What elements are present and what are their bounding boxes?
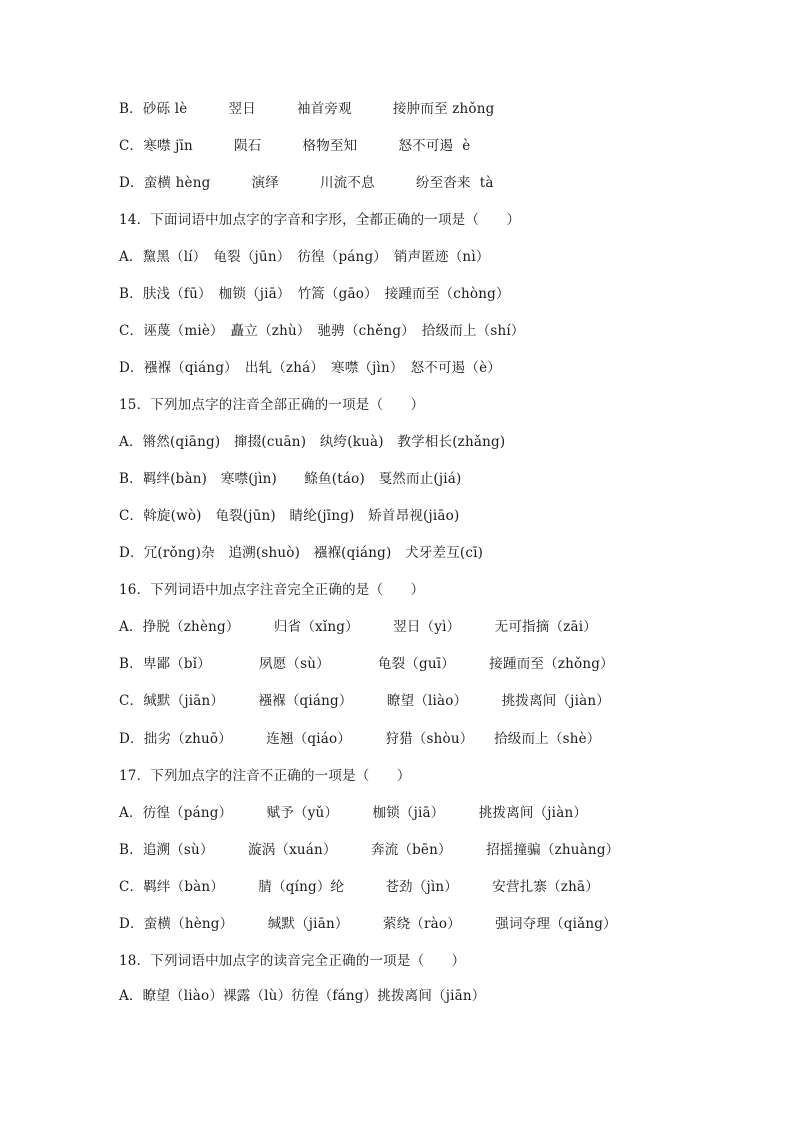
question-15-option-b: B．羁绊(bàn) 寒噤(jìn) 鲦鱼(táo) 戛然而止(jiá) xyxy=(119,471,462,487)
option-d-line: D．蛮横 hèng 演绎 川流不息 纷至沓来 tà xyxy=(119,175,494,191)
question-17-option-d: D．蛮横（hèng） 缄默（jiān） 萦绕（rào） 强词夺理（qiǎng） xyxy=(119,916,617,932)
question-15-option-d: D．冗(rǒng)杂 追溯(shuò) 襁褓(qiáng) 犬牙差互(cī) xyxy=(119,545,484,561)
question-14-option-b: B．肤浅（fū） 枷锁（jiā） 竹篙（gāo） 接踵而至（chòng） xyxy=(119,286,510,302)
question-17-stem: 17．下列加点字的注音不正确的一项是（ ） xyxy=(119,768,411,784)
question-17-option-a: A．彷徨（páng） 赋予（yǔ） 枷锁（jiā） 挑拨离间（jiàn） xyxy=(119,805,588,821)
question-17-option-b: B．追溯（sù） 漩涡（xuán） 奔流（bēn） 招摇撞骗（zhuàng） xyxy=(119,842,620,858)
question-18-stem: 18．下列词语中加点字的读音完全正确的一项是（ ） xyxy=(119,953,466,969)
question-15-option-c: C．斡旋(wò) 龟裂(jūn) 睛纶(jīng) 矫首昂视(jiāo) xyxy=(119,508,460,524)
question-15-stem: 15．下列加点字的注音全部正确的一项是（ ） xyxy=(119,397,425,413)
option-c-line: C．寒噤 jīn 陨石 格物至知 怒不可遏 è xyxy=(119,138,471,154)
question-17-option-c: C．羁绊（bàn） 腈（qíng）纶 苍劲（jìn） 安营扎寨（zhā） xyxy=(119,879,599,895)
question-14-option-c: C．诬蔑（miè） 矗立（zhù） 驰骋（chěng） 拾级而上（shí） xyxy=(119,323,525,339)
option-b-line: B．砂砾 lè 翌日 袖首旁观 接肿而至 zhǒng xyxy=(119,101,495,117)
question-15-option-a: A．锵然(qiāng) 撺掇(cuān) 纨绔(kuà) 教学相长(zhǎng) xyxy=(119,434,506,450)
question-16-option-c: C．缄默（jiān） 襁褓（qiáng） 瞭望（liào） 挑拨离间（jiàn） xyxy=(119,693,610,709)
question-16-option-d: D．拙劣（zhuō） 连翘（qiáo） 狩猎（shòu） 拾级而上（shè） xyxy=(119,731,601,747)
question-16-option-b: B．卑鄙（bǐ） 夙愿（sù） 龟裂（guī） 接踵而至（zhǒng） xyxy=(119,656,614,672)
question-14-option-a: A．黧黑（lí） 龟裂（jūn） 彷徨（páng） 销声匿迹（nì） xyxy=(119,249,490,265)
question-16-stem: 16．下列词语中加点字注音完全正确的是（ ） xyxy=(119,582,425,598)
question-18-option-a: A．瞭望（liào）裸露（lù）彷徨（fáng）挑拨离间（jiān） xyxy=(119,988,486,1004)
question-16-option-a: A．挣脱（zhèng） 归省（xǐng） 翌日（yì） 无可指摘（zāi） xyxy=(119,619,597,635)
question-14-stem: 14．下面词语中加点字的字音和字形，全都正确的一项是（ ） xyxy=(119,212,521,228)
question-14-option-d: D．襁褓（qiáng） 出轧（zhá） 寒噤（jìn） 怒不可遏（è） xyxy=(119,360,501,376)
